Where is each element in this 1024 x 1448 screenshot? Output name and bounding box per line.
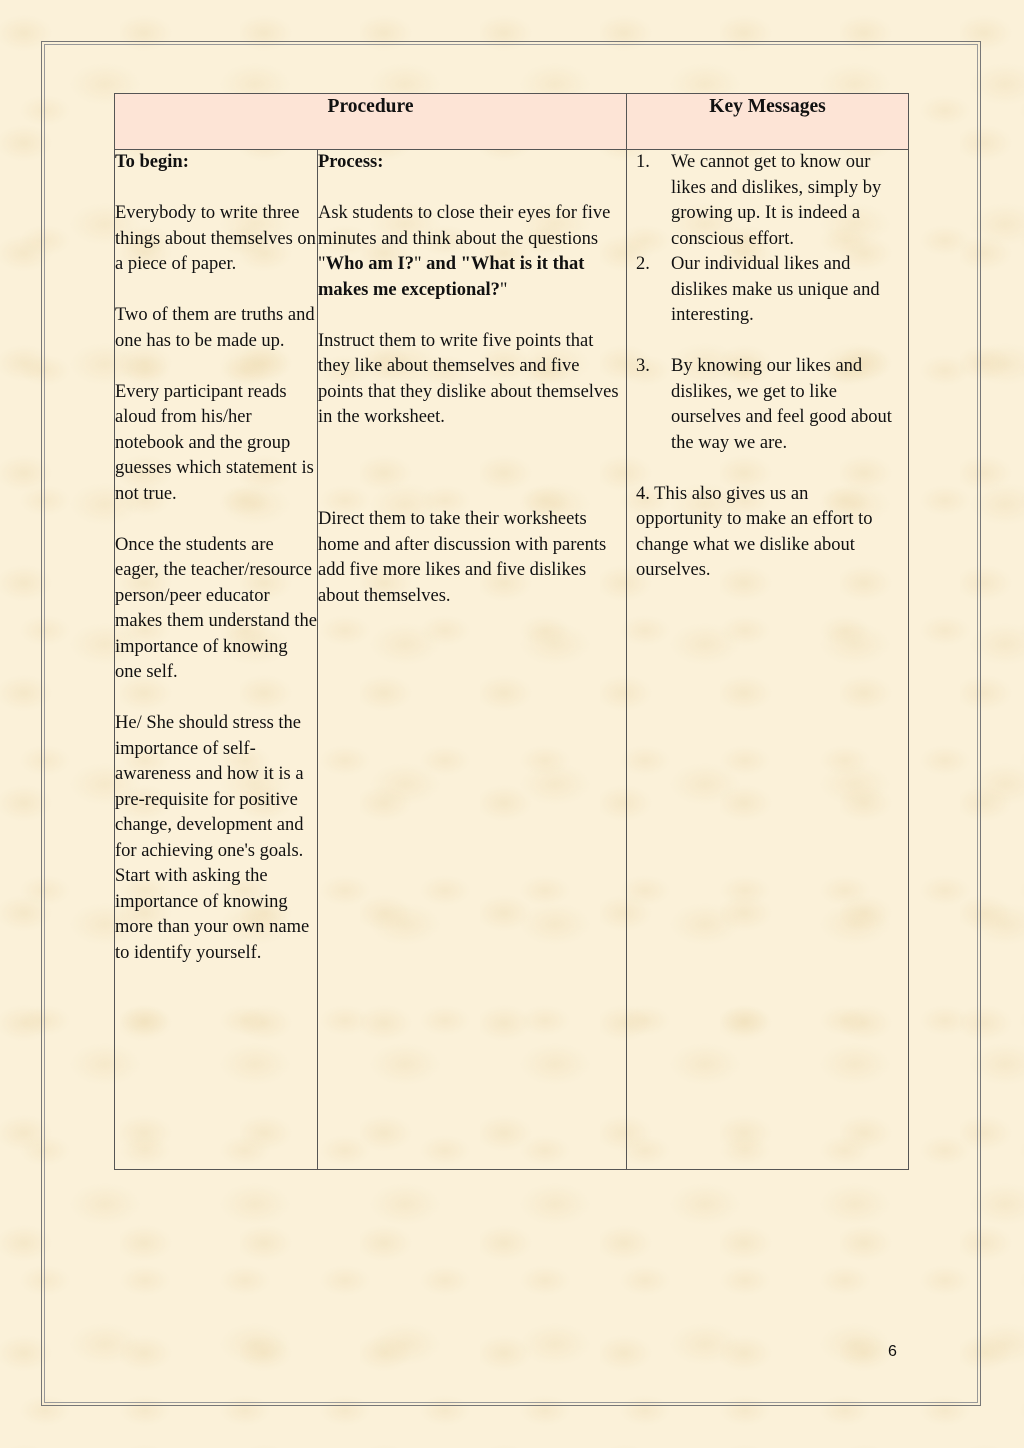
to-begin-column (115, 150, 318, 1170)
to-begin-paragraph: He/ She should stress the importance of self-awareness and how it is a pre-requisite for positive change, development and for achieving one's goals. (115, 713, 304, 861)
key-messages-header: Key Messages (627, 94, 909, 150)
question-who-am-i: Who am I? (325, 254, 414, 274)
to-begin-paragraph: Once the students are eager, the teacher/resource person/peer educator makes them understand the importance of knowing one self. (115, 534, 317, 682)
question-exceptional: and "What is it that makes me exceptional? (318, 254, 585, 300)
key-message-item (636, 150, 896, 252)
procedure-header: Procedure (115, 94, 627, 150)
process-paragraph: Instruct them to write five points that they like about themselves and five points that they dislike about themselves in the worksheet. (318, 330, 619, 427)
to-begin-paragraph: Every participant reads aloud from his/her notebook and the group guesses which statement is not true. (115, 381, 314, 504)
to-begin-paragraph: Start with asking the importance of knowing more than your own name to identify yourself. (115, 866, 310, 963)
key-message-text: Our individual likes and dislikes make us unique and interesting. (671, 254, 880, 325)
to-begin-paragraph: Two of them are truths and one has to be made up. (115, 305, 315, 351)
key-messages-column (627, 150, 909, 1170)
key-message-item (636, 354, 896, 456)
page-number: 6 (888, 1343, 897, 1360)
key-messages-list (636, 150, 896, 329)
procedure-table (114, 93, 909, 1170)
key-message-number: 2. (636, 254, 650, 274)
process-column (318, 150, 627, 1170)
process-text: Ask students to close their eyes for five minutes and think about the questions " (318, 203, 611, 274)
key-message-number: 3. (636, 356, 650, 376)
process-label: Process: (318, 152, 384, 172)
key-message-text: By knowing our likes and dislikes, we get to like ourselves and feel good about the way we are. (671, 356, 892, 453)
key-message-item (636, 252, 896, 329)
to-begin-paragraph: Everybody to write three things about themselves on a piece of paper. (115, 203, 316, 274)
key-message-item-4: 4. This also gives us an opportunity to make an effort to change what we dislike about ourselves. (636, 483, 873, 580)
key-message-text: We cannot get to know our likes and dislikes, simply by growing up. It is indeed a conscious effort. (671, 152, 882, 249)
process-text: " (413, 254, 427, 274)
to-begin-label: To begin: (115, 152, 189, 172)
process-paragraph: Direct them to take their worksheets home and after discussion with parents add five more likes and five dislikes about themselves. (318, 509, 607, 606)
key-message-number: 1. (636, 152, 650, 172)
process-text: " (499, 279, 508, 300)
key-messages-list (636, 354, 896, 456)
process-paragraph (318, 201, 626, 303)
